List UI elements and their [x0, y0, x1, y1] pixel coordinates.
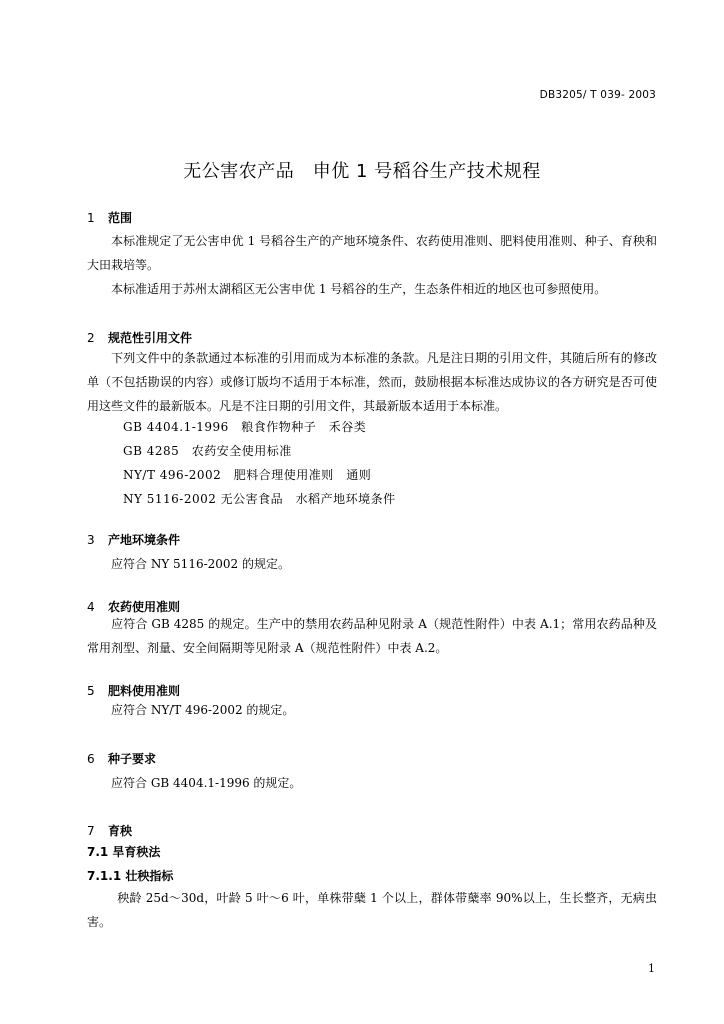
standard-code: DB3205/ T 039- 2003 [539, 89, 656, 101]
section-title: 范围 [108, 211, 133, 225]
section-1-heading [87, 209, 132, 226]
section-title: 种子要求 [108, 752, 157, 766]
reference-item: NY 5116-2002 无公害食品 水稻产地环境条件 [123, 492, 396, 506]
section-number: 4 [87, 600, 95, 614]
section-1-paragraph-2 [87, 277, 657, 301]
section-title: 农药使用准则 [108, 600, 181, 614]
section-5-heading [87, 682, 180, 699]
reference-item: NY/T 496-2002 肥料合理使用准则 通则 [123, 468, 372, 482]
section-title: 肥料使用准则 [108, 684, 181, 698]
section-4-paragraph [87, 612, 657, 660]
page-number: 1 [648, 962, 655, 975]
section-6-text: 应符合 GB 4404.1-1996 的规定。 [111, 776, 302, 790]
section-2-paragraph [87, 346, 657, 418]
section-6-heading [87, 750, 156, 767]
section-2-heading [87, 329, 192, 346]
section-number: 3 [87, 533, 95, 547]
section-title: 规范性引用文件 [108, 331, 193, 345]
section-7-paragraph [87, 886, 657, 934]
subsection-7-1-1-heading: 7.1.1 壮秧指标 [87, 869, 174, 883]
section-5-text: 应符合 NY/T 496-2002 的规定。 [111, 703, 295, 717]
section-number: 6 [87, 752, 95, 766]
section-number: 1 [87, 211, 95, 225]
section-1-paragraph-1 [87, 229, 657, 277]
section-3-heading [87, 531, 180, 548]
paragraph-text: 应符合 GB 4285 的规定。生产中的禁用农药品种见附录 A（规范性附件）中表 A.1；常用农药品种及常用剂型、剂量、安全间隔期等见附录 A（规范性附件）中表 A.2。 [87, 617, 657, 655]
paragraph-text: 下列文件中的条款通过本标准的引用而成为本标准的条款。凡是注日期的引用文件，其随后所有的修改单（不包括勘误的内容）或修订版均不适用于本标准，然而，鼓励根据本标准达成协议的各方研究是否可使用这些文件的最新版本。凡是不注日期的引用文件，其最新版本适用于本标准。 [87, 351, 657, 413]
reference-item: GB 4285 农药安全使用标准 [123, 444, 292, 458]
subsection-7-1-heading: 7.1 旱育秧法 [87, 845, 161, 859]
section-7-heading [87, 822, 132, 839]
section-number: 7 [87, 824, 95, 838]
paragraph-text: 秧龄 25d～30d，叶龄 5 叶～6 叶，单株带蘖 1 个以上，群体带蘖率 90%以上，生长整齐，无病虫害。 [87, 891, 657, 929]
section-number: 5 [87, 684, 95, 698]
section-number: 2 [87, 331, 95, 345]
document-title: 无公害农产品 申优 1 号稻谷生产技术规程 [183, 161, 541, 182]
paragraph-text: 本标准适用于苏州太湖稻区无公害申优 1 号稻谷的生产，生态条件相近的地区也可参照使用。 [111, 282, 607, 296]
paragraph-text: 本标准规定了无公害申优 1 号稻谷生产的产地环境条件、农药使用准则、肥料使用准则、种子、育秧和大田栽培等。 [87, 234, 657, 272]
section-title: 育秧 [108, 824, 133, 838]
section-3-text: 应符合 NY 5116-2002 的规定。 [111, 557, 290, 571]
reference-item: GB 4404.1-1996 粮食作物种子 禾谷类 [123, 420, 367, 434]
section-title: 产地环境条件 [108, 533, 181, 547]
